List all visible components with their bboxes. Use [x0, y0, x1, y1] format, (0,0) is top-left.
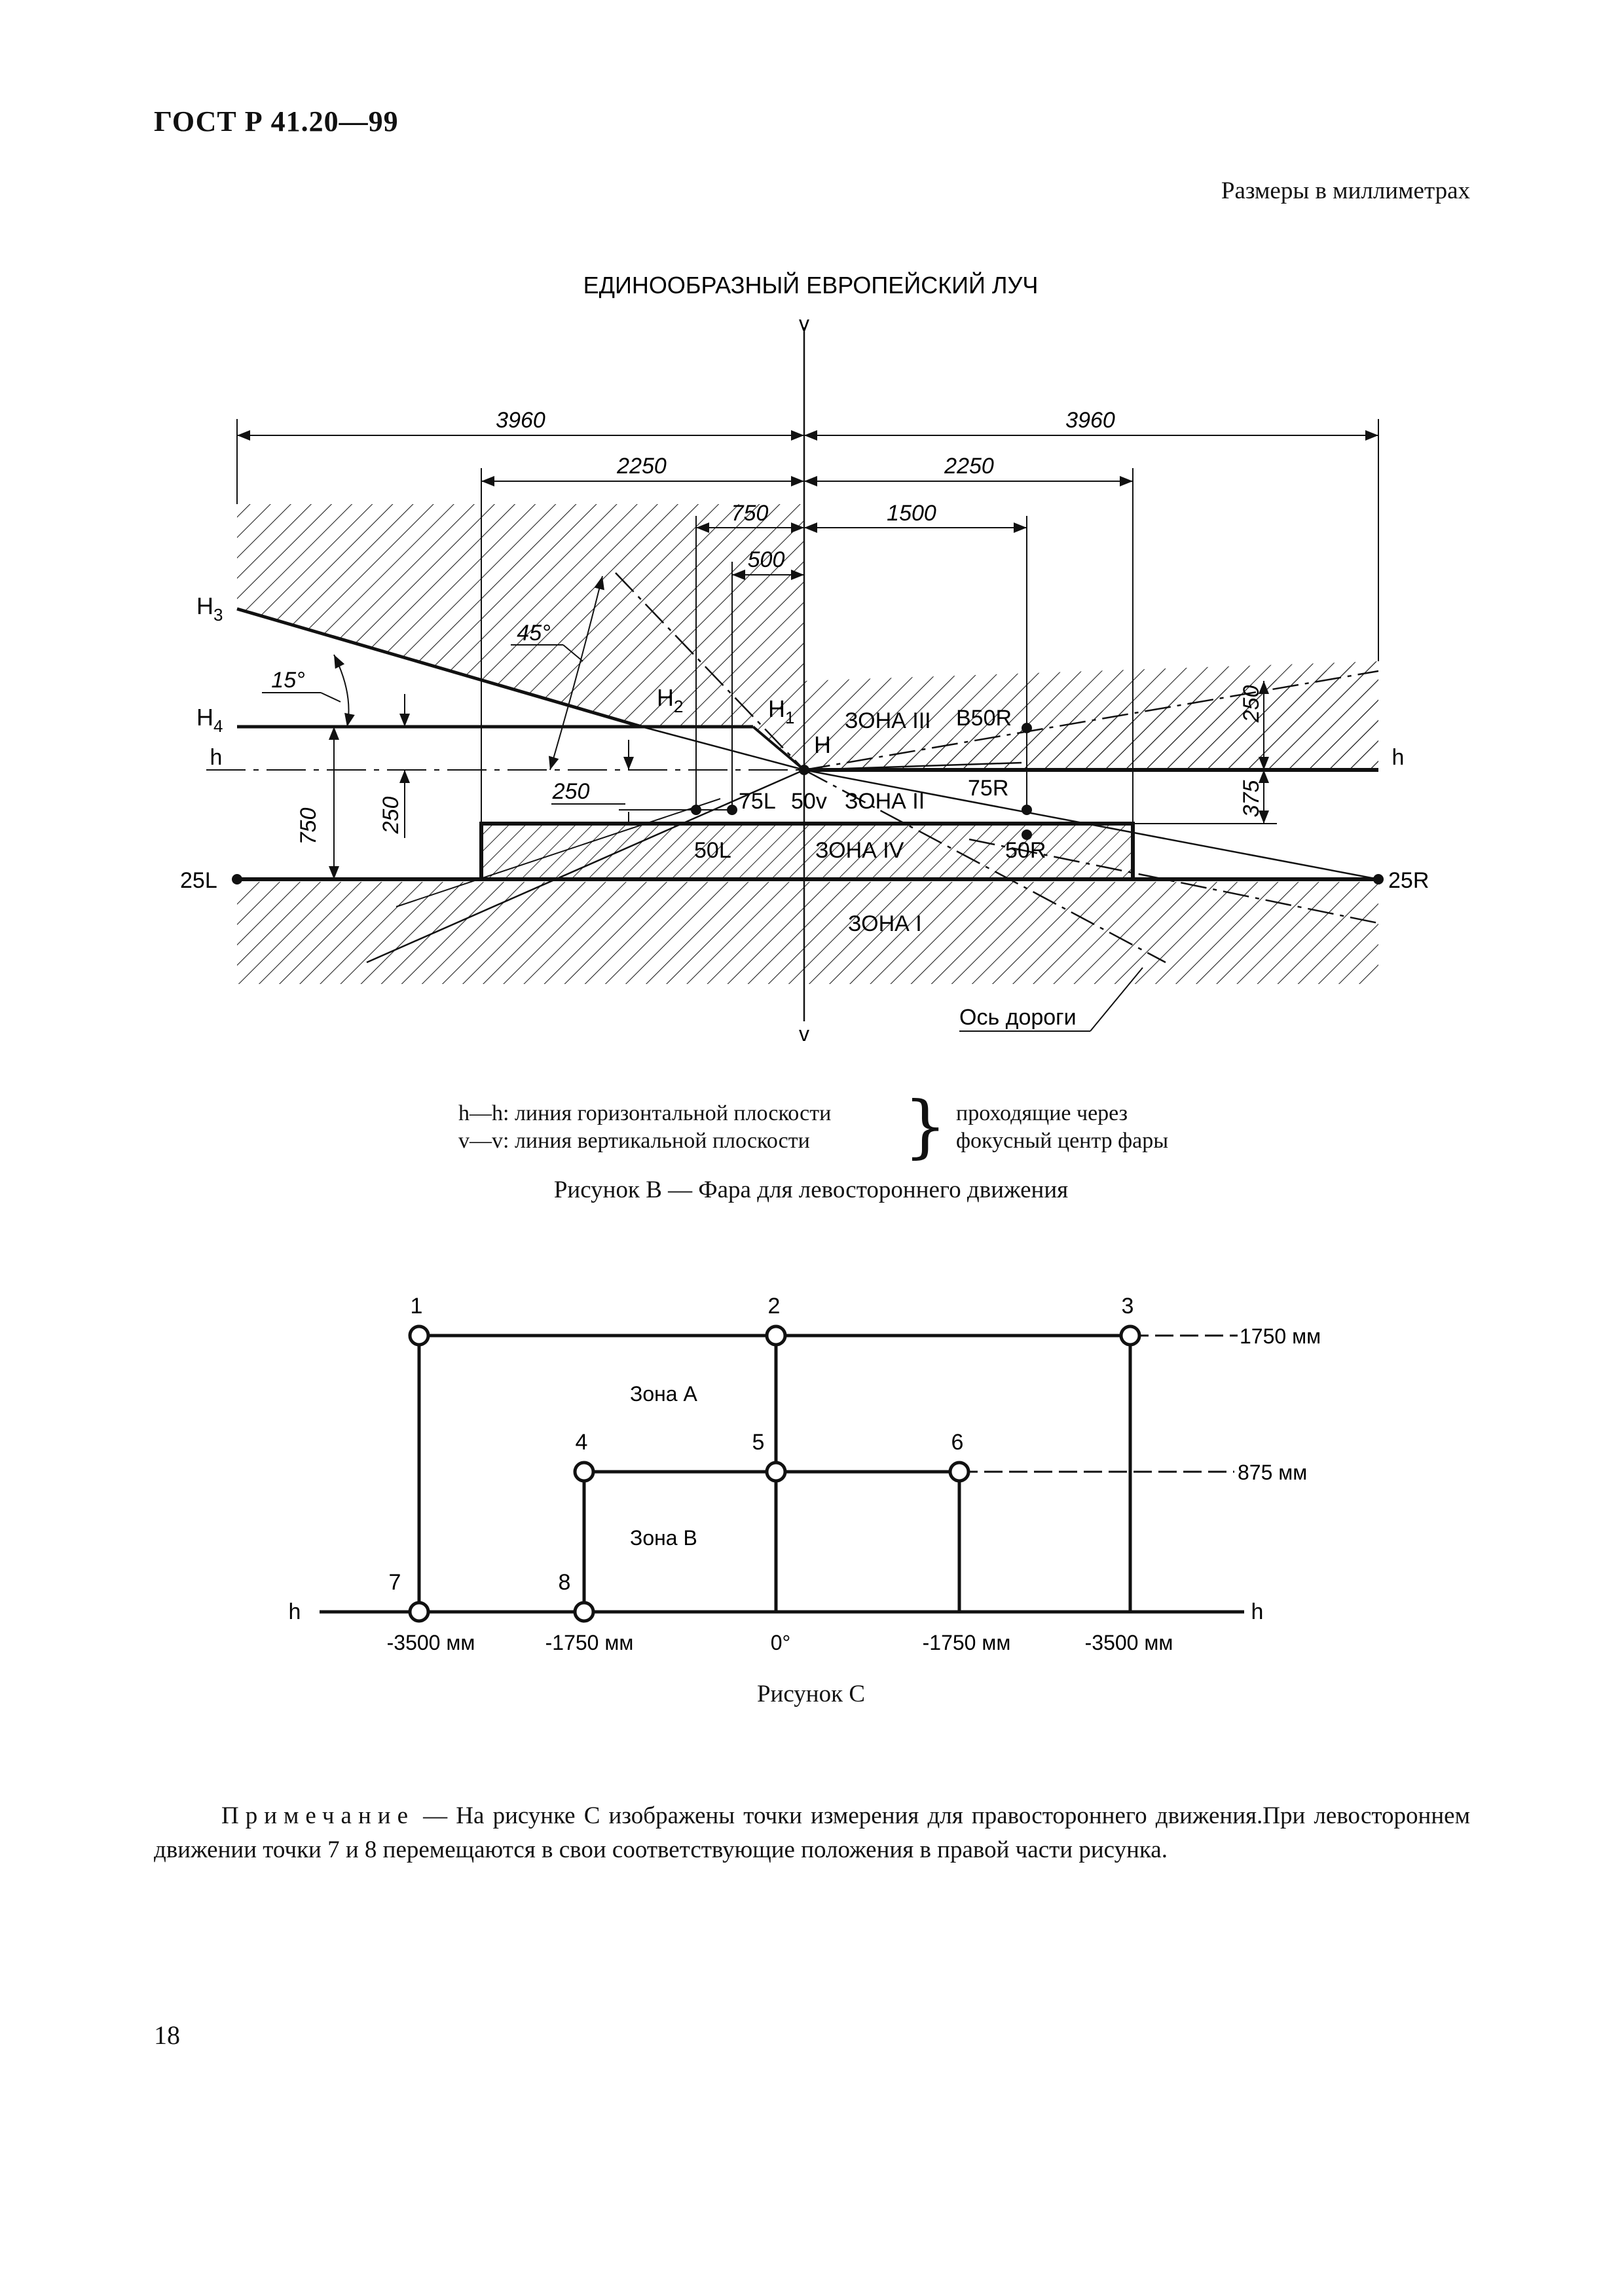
- point-5-marker: [767, 1463, 785, 1481]
- zone-b-label: Зона В: [630, 1526, 697, 1550]
- legend-right-2: фокусный центр фары: [956, 1129, 1169, 1153]
- zone-iii-label: ЗОНА III: [845, 708, 931, 733]
- road-axis-label: Ось дороги: [959, 1005, 1077, 1030]
- units-note: Размеры в миллиметрах: [1221, 177, 1470, 204]
- point-4-label: 4: [575, 1430, 588, 1455]
- point-7-label: 7: [388, 1570, 401, 1595]
- dim-250-tag: 250: [552, 779, 590, 804]
- point-6-marker: [950, 1463, 968, 1481]
- point-1-label: 1: [410, 1294, 423, 1319]
- label-75l: 75L: [739, 789, 776, 814]
- x-label-5: -3500 мм: [1084, 1631, 1173, 1654]
- point-75l-dot: [727, 805, 737, 815]
- figure-b-diagram: [0, 0, 1622, 1113]
- note-text: — На рисунке С изображены точки измерения для правостороннего движения.При левостороннем движении точки 7 и 8 перемещаются в свои соответствующие положения в правой части рисунка.: [154, 1802, 1470, 1863]
- point-8-marker: [575, 1603, 593, 1621]
- label-25r: 25R: [1388, 868, 1429, 893]
- dim-500: 500: [747, 547, 785, 572]
- x-label-2: -1750 мм: [545, 1631, 634, 1654]
- point-4-marker: [575, 1463, 593, 1481]
- caption-figure-c: Рисунок С: [756, 1681, 866, 1707]
- point-2-label: 2: [767, 1294, 781, 1319]
- dim-v-250-left: 250: [378, 796, 403, 834]
- angle-15: 15°: [271, 668, 305, 693]
- zone-iv-label: ЗОНА IV: [815, 838, 904, 863]
- label-h4: $H_4$: [196, 704, 223, 736]
- x-label-1: -3500 мм: [386, 1631, 475, 1654]
- label-h3: $H_3$: [196, 592, 223, 625]
- point-75r-dot: [1022, 805, 1032, 815]
- dim-left-3960: 3960: [496, 408, 545, 433]
- label-75r: 75R: [968, 776, 1009, 801]
- point-25r-dot: [1373, 874, 1384, 884]
- point-5-label: 5: [752, 1430, 765, 1455]
- label-b50r: B50R: [956, 706, 1012, 731]
- point-3-label: 3: [1121, 1294, 1134, 1319]
- dim-right-2250: 2250: [944, 454, 994, 479]
- point-3-marker: [1121, 1326, 1139, 1345]
- caption-figure-b: Рисунок В — Фара для левостороннего движения: [553, 1176, 1069, 1203]
- zone-ii-label: ЗОНА II: [845, 789, 925, 814]
- dim-750: 750: [731, 501, 769, 526]
- v-bottom-label: v: [799, 1022, 809, 1046]
- dim-right-3960: 3960: [1065, 408, 1115, 433]
- dim-v-250-right: 250: [1239, 685, 1264, 723]
- legend-brace: }: [904, 1086, 948, 1166]
- page-number: 18: [154, 2020, 180, 2050]
- h-right-label-c: h: [1251, 1599, 1264, 1624]
- point-8-label: 8: [558, 1570, 571, 1595]
- point-50l-dot: [691, 805, 701, 815]
- x-label-3: 0°: [770, 1631, 791, 1654]
- label-h: H: [814, 731, 831, 758]
- v-top-label: v: [799, 312, 809, 335]
- label-50r: 50R: [1005, 838, 1046, 863]
- label-50v: 50v: [791, 789, 827, 814]
- point-b50r-dot: [1022, 723, 1032, 733]
- level-1750-label: 1750 мм: [1240, 1324, 1321, 1348]
- level-875-label: 875 мм: [1238, 1461, 1308, 1484]
- document-header: ГОСТ Р 41.20—99: [154, 105, 399, 137]
- label-h1: $H_1$: [768, 695, 795, 727]
- legend-line-v: v—v: линия вертикальной плоскости: [458, 1129, 810, 1153]
- point-7-marker: [410, 1603, 428, 1621]
- x-label-4: -1750 мм: [922, 1631, 1011, 1654]
- point-25l-dot: [232, 874, 242, 884]
- point-2-marker: [767, 1326, 785, 1345]
- point-h-dot: [799, 765, 809, 775]
- h-left-label-c: h: [288, 1599, 301, 1624]
- figure-c-diagram: [0, 1270, 1622, 1663]
- dim-v-375: 375: [1239, 780, 1264, 818]
- zone-i-label: ЗОНА I: [848, 911, 922, 936]
- dim-left-2250: 2250: [617, 454, 667, 479]
- note-label: Примечание: [221, 1802, 415, 1829]
- angle-45: 45°: [517, 621, 551, 646]
- hatch-zone-i: [237, 879, 1378, 984]
- figure-b-title: ЕДИНООБРАЗНЫЙ ЕВРОПЕЙСКИЙ ЛУЧ: [583, 272, 1039, 299]
- label-25l: 25L: [180, 868, 217, 893]
- h-left-label: h: [210, 745, 223, 770]
- note-paragraph: [154, 1799, 1470, 1867]
- zone-a-label: Зона А: [630, 1382, 697, 1406]
- legend-line-h: h—h: линия горизонтальной плоскости: [458, 1101, 832, 1125]
- point-1-marker: [410, 1326, 428, 1345]
- label-h2: $H_2$: [657, 684, 684, 716]
- h-right-label: h: [1392, 745, 1405, 770]
- legend-right-1: проходящие через: [956, 1101, 1128, 1125]
- dim-1500: 1500: [887, 501, 936, 526]
- point-6-label: 6: [951, 1430, 964, 1455]
- label-50l: 50L: [694, 838, 731, 863]
- dim-v-750: 750: [296, 807, 321, 845]
